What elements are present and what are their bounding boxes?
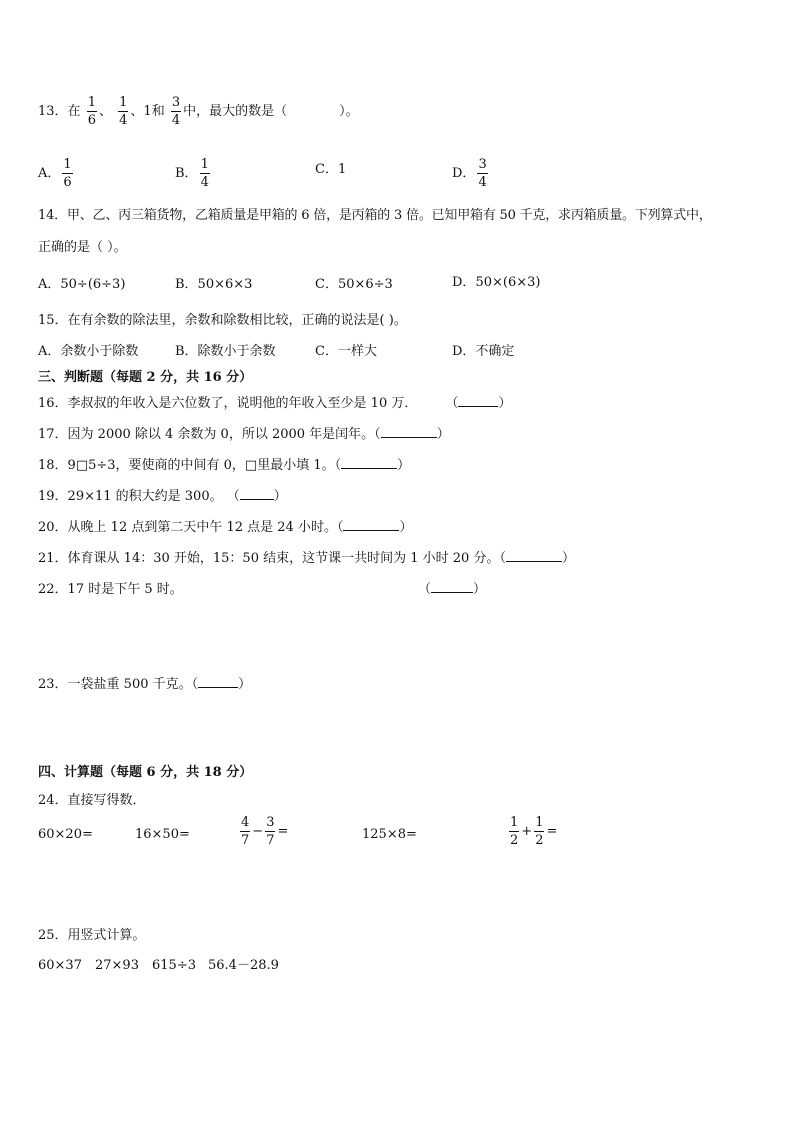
q24-expression-1: 60×20= [38,827,93,842]
question-22: 22．17 时是下午 5 时。 [38,582,183,597]
question-16: 16．李叔叔的年收入是六位数了，说明他的年收入至少是 10 万． （ ） [38,396,512,411]
question-14-line-1: 14．甲、乙、丙三箱货物，乙箱质量是甲箱的 6 倍，是丙箱的 3 倍。已知甲箱有 50 千克，求丙箱质量。下列算式中， [38,208,712,223]
section-4-heading: 四、计算题（每题 6 分，共 18 分） [38,765,253,780]
q15-option-a[interactable]: A．余数小于除数 [38,344,139,359]
q24-expression-4: 125×8= [362,827,417,842]
question-20: 20．从晚上 12 点到第二天中午 12 点是 24 小时。（ ） [38,520,413,535]
q25-expression-1: 60×37 [38,958,82,973]
question-13: 13．在 $\frac{1}{6}$ 、 $\frac{1}{4}$ 、1和 $\frac{3}{4}$ 中，最大的数是（ ）。 [38,95,359,128]
answer-blank[interactable] [198,675,238,688]
answer-blank[interactable] [458,394,498,407]
q14-option-d[interactable]: D．50×(6×3) [452,275,541,290]
fraction: $\frac{3}{4}$ [171,95,181,128]
q15-option-d[interactable]: D．不确定 [452,344,515,359]
answer-blank[interactable] [343,518,399,531]
q13-option-c[interactable]: C．1 [315,162,347,177]
answer-blank[interactable] [341,456,397,469]
question-14-line-2: 正确的是（ ）。 [38,240,127,255]
fraction: $\frac{1}{4}$ [119,95,128,128]
q24-expression-5: $\frac{1}{2}$ + $\frac{1}{2}$ = [510,815,558,848]
section-3-heading: 三、判断题（每题 2 分，共 16 分） [38,370,253,385]
q24-expression-3: $\frac{4}{7}$ − $\frac{3}{7}$ = [241,815,289,848]
q14-option-a[interactable]: A．50÷(6÷3) [38,277,126,292]
q25-expression-2: 27×93 [95,958,139,973]
answer-blank[interactable] [240,487,274,500]
answer-blank[interactable] [381,425,437,438]
q14-option-b[interactable]: B．50×6×3 [175,277,253,292]
question-21: 21．体育课从 14：30 开始，15：50 结束，这节课一共时间为 1 小时 20 分。（ ） [38,551,575,566]
q13-option-d[interactable]: D． $\frac{3}{4}$ [452,157,487,190]
question-19: 19．29×11 的积大约是 300。 （ ） [38,489,287,504]
question-24: 24．直接写得数． [38,793,146,808]
q15-option-c[interactable]: C．一样大 [315,344,377,359]
question-18: 18．9□5÷3，要使商的中间有 0，□里最小填 1。（ ） [38,458,411,473]
answer-blank[interactable] [506,549,562,562]
fraction: $\frac{1}{6}$ [87,95,96,128]
q14-option-c[interactable]: C．50×6÷3 [315,277,393,292]
question-23: 23．一袋盐重 500 千克。（ ） [38,677,252,692]
question-22-answer: （ ） [418,582,487,597]
question-15: 15．在有余数的除法里，余数和除数相比较，正确的说法是( )。 [38,313,407,328]
q15-option-b[interactable]: B．除数小于余数 [175,344,276,359]
question-17: 17．因为 2000 除以 4 余数为 0，所以 2000 年是闰年。（ ） [38,427,450,442]
q24-expression-2: 16×50= [135,827,190,842]
question-25: 25．用竖式计算。 [38,928,146,943]
q13-option-b[interactable]: B． $\frac{1}{4}$ [175,157,209,190]
q25-expression-3: 615÷3 [152,958,196,973]
q13-option-a[interactable]: A． $\frac{1}{6}$ [38,157,72,190]
q25-expression-4: 56.4－28.9 [208,958,279,973]
answer-blank[interactable] [431,580,473,593]
